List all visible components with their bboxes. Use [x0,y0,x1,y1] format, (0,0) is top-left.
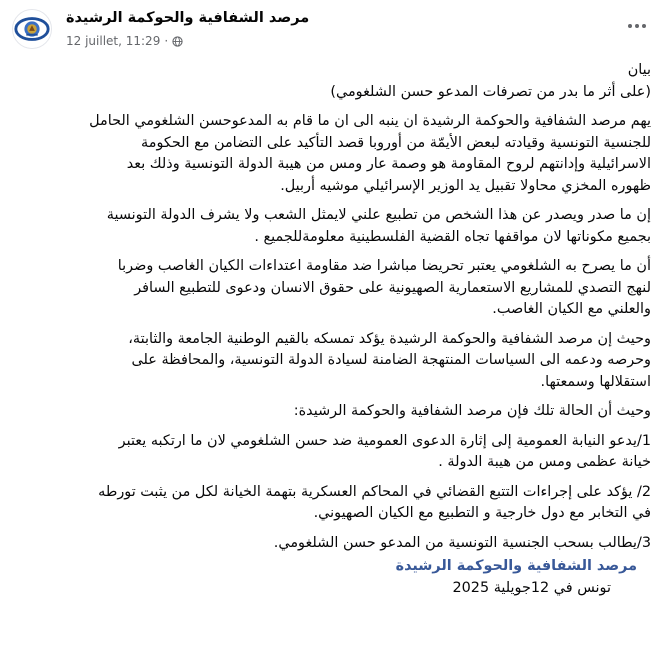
demand-item-2: 2/ يؤكد على إجراءات التتبع القضائي في المحاكم العسكرية بتهمة الخيانة لكل من يثبت تورطه في التخابر مع دول خارجية و التطبيع مع الكيان الصهيوني. [98,483,651,521]
paragraph-values: وحيث إن مرصد الشفافية والحوكمة الرشيدة يؤكد تمسكه بالقيم الوطنية الجامعة والثابتة، وحرصه ودعمه الى السياسات المنتهجة الضامنة لسيادة الدولة التونسية، والمحافظة على استقلالها وسمعتها. [128,330,651,390]
post-date[interactable]: 12 juillet, 11:29 [66,34,161,48]
meta-separator: · [164,34,169,48]
demand-item-3: 3/يطالب بسحب الجنسية التونسية من المدعو حسن الشلغومي. [273,534,651,551]
observatory-logo-icon [13,10,51,48]
more-options-icon[interactable] [625,16,649,36]
post-meta [66,34,183,48]
statement-subtitle: (على أثر ما بدر من تصرفات المدعو حسن الشلغومي) [330,83,651,100]
place-date: تونس في 12جويلية 2025 [452,579,611,596]
page-avatar[interactable] [12,9,52,49]
post-body [14,60,651,599]
post-header [0,0,663,56]
page-name[interactable]: مرصد الشفافية والحوكمة الرشيدة [66,10,310,26]
statement-title: بيان [627,62,651,78]
globe-icon[interactable] [172,36,183,47]
demand-item-1: 1/يدعو النيابة العمومية إلى إثارة الدعوى العمومية ضد حسن الشلغومي لان ما ارتكبه يعتبر خيانة عظمى ومس من هيبة الدولة . [118,432,651,470]
paragraph-incitement: أن ما يصرح به الشلغومي يعتبر تحريضا مباشرا ضد مقاومة اعتداءات الكيان الغاصب وضربا لنهج التصدي للمشاريع الاستعمارية الصهيونية على حقوق الانسان ودعوى للتطبيع السافر والعلني مع الكيان الغاصب. [117,258,651,317]
paragraph-intro: يهم مرصد الشفافية والحوكمة الرشيدة ان ينبه الى ان ما قام به المدعوحسن الشلغومي الحامل للجنسية التونسية وقيادته لبعض الأيمّة من أوروبا قصد التأكيد على التضامن مع الحكومة الاسرائيلية وإدانتهم لروح المقاومة هو وصمة عار ومس من هيبة الدولة التونسية وذلك بعد ظهوره المخزي محاولا تقبيل يد الوزير الإسرائيلي موشيه أربيل. [89,113,651,194]
paragraph-normalization: إن ما صدر ويصدر عن هذا الشخص من تطبيع علني لايمثل الشعب ولا يشرف الدولة التونسية بجميع مكوناتها لان مواقفها تجاه القضية الفلسطينية معلومةللجميع . [106,207,651,245]
signature-block [14,556,651,599]
paragraph-demands-intro: وحيث أن الحالة تلك فإن مرصد الشفافية والحوكمة الرشيدة: [293,403,651,419]
signature-link[interactable]: مرصد الشفافية والحوكمة الرشيدة [395,558,637,574]
statement-heading [14,60,651,103]
